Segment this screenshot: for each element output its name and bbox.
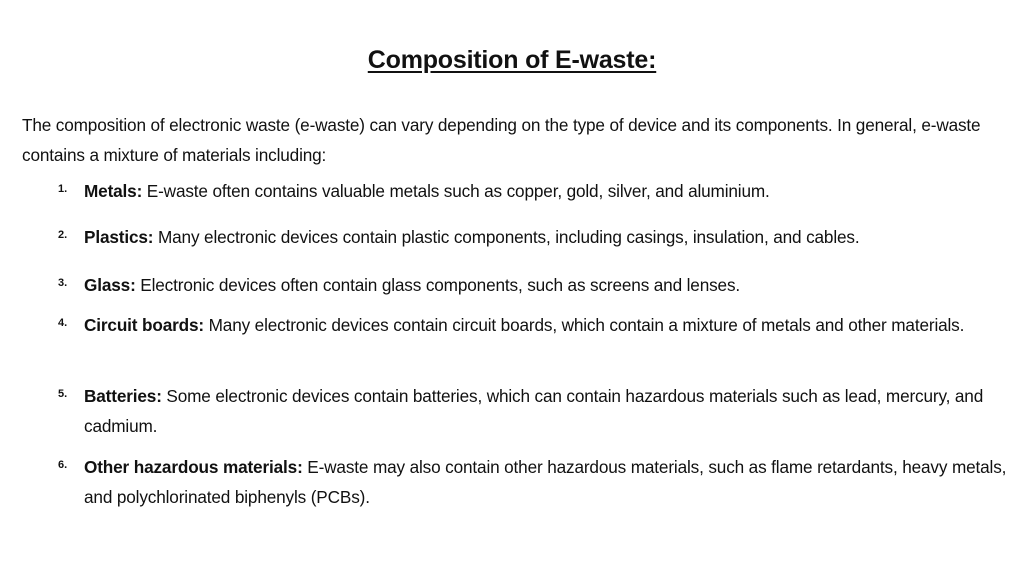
list-item-description: E-waste often contains valuable metals such as copper, gold, silver, and aluminium. <box>142 181 770 201</box>
slide-title: Composition of E-waste: <box>367 46 657 74</box>
list-item-term: Glass: <box>84 275 136 295</box>
list-item-description: Some electronic devices contain batteries, which can contain hazardous materials such as lead, mercury, and cadmium. <box>84 386 984 436</box>
list-item-number: 4. <box>58 317 68 329</box>
list-item-text <box>84 452 1010 512</box>
list-item-text <box>84 310 1010 340</box>
list-item-text <box>84 222 1010 252</box>
list-item-number: 3. <box>58 277 68 289</box>
list-item-description: E-waste may also contain other hazardous materials, such as flame retardants, heavy metals, and polychlorinated biphenyls (PCBs). <box>84 457 1007 507</box>
intro-paragraph: The composition of electronic waste (e-waste) can vary depending on the type of device and its components. In general, e-waste contains a mixture of materials including: <box>22 115 981 165</box>
list-item-number: 1. <box>58 183 68 195</box>
list-item-term: Plastics: <box>84 227 154 247</box>
list-item-term: Metals: <box>84 181 143 201</box>
list-item-text <box>84 176 1010 206</box>
list-item-text <box>84 270 1010 300</box>
list-item-description: Electronic devices often contain glass components, such as screens and lenses. <box>135 275 741 295</box>
list-item-description: Many electronic devices contain circuit boards, which contain a mixture of metals and other materials. <box>204 315 965 335</box>
list-item-number: 2. <box>58 229 68 241</box>
list-item-number: 5. <box>58 388 68 400</box>
list-item-term: Other hazardous materials: <box>84 457 303 477</box>
list-item-text <box>84 381 1010 441</box>
list-item-term: Batteries: <box>84 386 162 406</box>
list-item-term: Circuit boards: <box>84 315 204 335</box>
list-item-number: 6. <box>58 459 68 471</box>
list-item-description: Many electronic devices contain plastic components, including casings, insulation, and cables. <box>153 227 860 247</box>
